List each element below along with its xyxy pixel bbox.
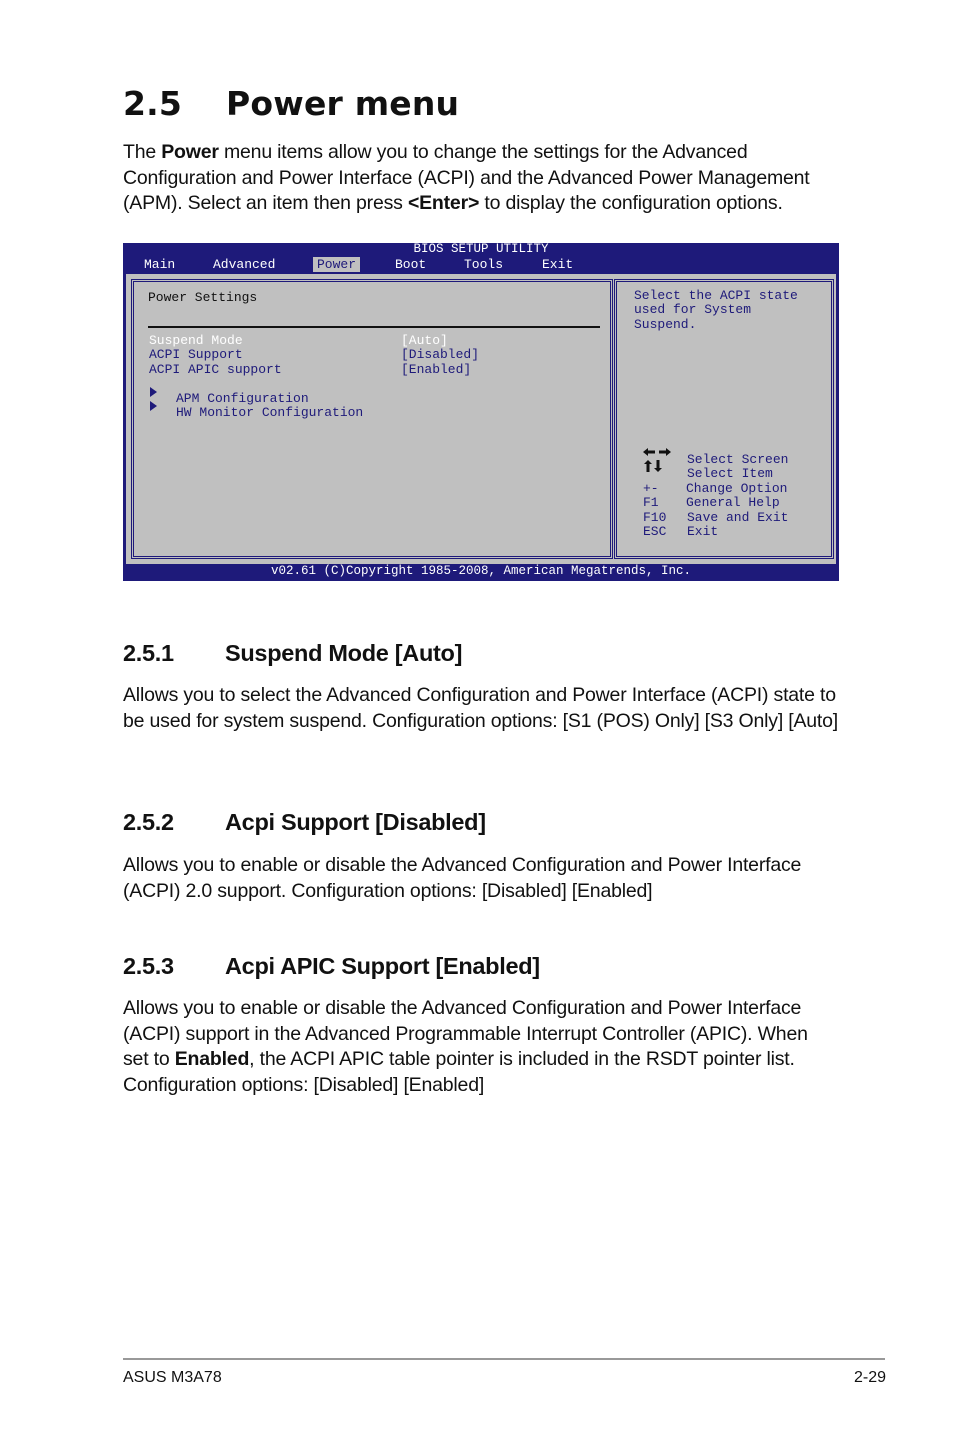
bios-settings-panel [131,279,613,559]
bios-help-line: used for System [634,302,752,317]
intro-paragraph [123,140,838,217]
bios-key-desc: Exit [687,524,719,539]
section-number: 2.5 [123,84,183,123]
bios-menu-tools[interactable]: Tools [464,257,504,272]
bios-menu-advanced[interactable]: Advanced [213,257,276,272]
bios-menu-boot[interactable]: Boot [395,257,427,272]
body-text: Allows you to enable or disable the Advanced Configuration and Power Interface (ACPI) support in the Advanced Programmable Interrupt Controller (APIC). When set to [123,997,808,1070]
subsection-heading [123,953,540,980]
bios-value-suspend-mode[interactable]: [Auto] [401,333,448,348]
bios-value-acpi-apic-support[interactable]: [Enabled] [401,362,472,377]
bios-key-desc: General Help [686,495,780,510]
subsection-number: 2.5.2 [123,809,174,835]
intro-text: menu items allow you to change the settings for the Advanced Configuration and Power Interface (ACPI) and the Advanced Power Management (APM). Select an item then press [123,141,810,214]
footer-page-number: 2-29 [853,1369,886,1386]
bios-item-acpi-apic-support[interactable]: ACPI APIC support [149,362,282,377]
body-text: , the ACPI APIC table pointer is included in the RSDT pointer list. Configuration options: [Disabled] [Enabled] [123,1048,795,1096]
intro-bold-power: Power [161,141,219,163]
bios-submenu-apm[interactable]: APM Configuration [176,391,309,406]
section-title: Power menu [226,84,460,123]
bios-key: ESC [643,524,667,539]
subsection-body: Allows you to select the Advanced Configuration and Power Interface (ACPI) state to be used for system suspend. Configuration options: [S1 (POS) Only] [S3 Only] [Auto] [123,684,839,732]
bios-help-panel [614,279,834,559]
subsection-body: Allows you to enable or disable the Advanced Configuration and Power Interface (ACPI) 2.0 support. Configuration options: [Disabled] [Enabled] [123,854,802,902]
bios-menu-main[interactable]: Main [144,257,176,272]
bios-key-desc: Change Option [686,481,788,496]
bios-key: F1 [643,495,659,510]
bios-menu-power[interactable]: Power [313,257,360,272]
bios-key: F10 [643,510,667,525]
bios-key-desc: Save and Exit [687,510,789,525]
subsection-body [123,996,838,1098]
bios-panel [126,274,836,564]
intro-text: to display the configuration options. [479,192,783,214]
bios-help-line: Select the ACPI state [634,288,798,303]
bios-item-acpi-support[interactable]: ACPI Support [149,347,243,362]
footer-divider [123,1358,885,1360]
bios-screenshot [123,243,839,581]
subsection-heading [123,640,462,667]
bios-menu-bar [123,257,839,272]
intro-bold-enter: <Enter> [407,192,480,214]
bios-menu-exit[interactable]: Exit [542,257,574,272]
bios-value-acpi-support[interactable]: [Disabled] [401,347,480,362]
bios-submenu-hw-monitor[interactable]: HW Monitor Configuration [176,405,364,420]
bios-section-title: Power Settings [148,290,258,305]
up-down-arrows-icon [644,460,662,472]
subsection-number: 2.5.3 [123,953,174,979]
page-title [123,84,459,123]
left-right-arrows-icon [643,447,671,457]
submenu-arrow-icon [150,401,157,411]
subsection-heading [123,809,486,836]
subsection-title: Acpi Support [Disabled] [225,809,486,835]
subsection-title: Suspend Mode [Auto] [225,640,463,666]
footer-product: ASUS M3A78 [123,1369,222,1386]
bios-item-suspend-mode[interactable]: Suspend Mode [149,333,243,348]
body-bold-enabled: Enabled [174,1048,250,1070]
subsection-title: Acpi APIC Support [Enabled] [225,953,540,979]
bios-key-desc: Select Item [687,466,773,481]
bios-help-line: Suspend. [634,317,697,332]
bios-key: +- [643,481,659,496]
bios-divider [148,326,600,328]
subsection-number: 2.5.1 [123,640,174,666]
submenu-arrow-icon [150,387,157,397]
bios-key-desc: Select Screen [687,452,789,467]
intro-text: The [123,141,162,163]
bios-title: BIOS SETUP UTILITY [413,242,549,256]
bios-copyright: v02.61 (C)Copyright 1985-2008, American Megatrends, Inc. [270,564,692,578]
